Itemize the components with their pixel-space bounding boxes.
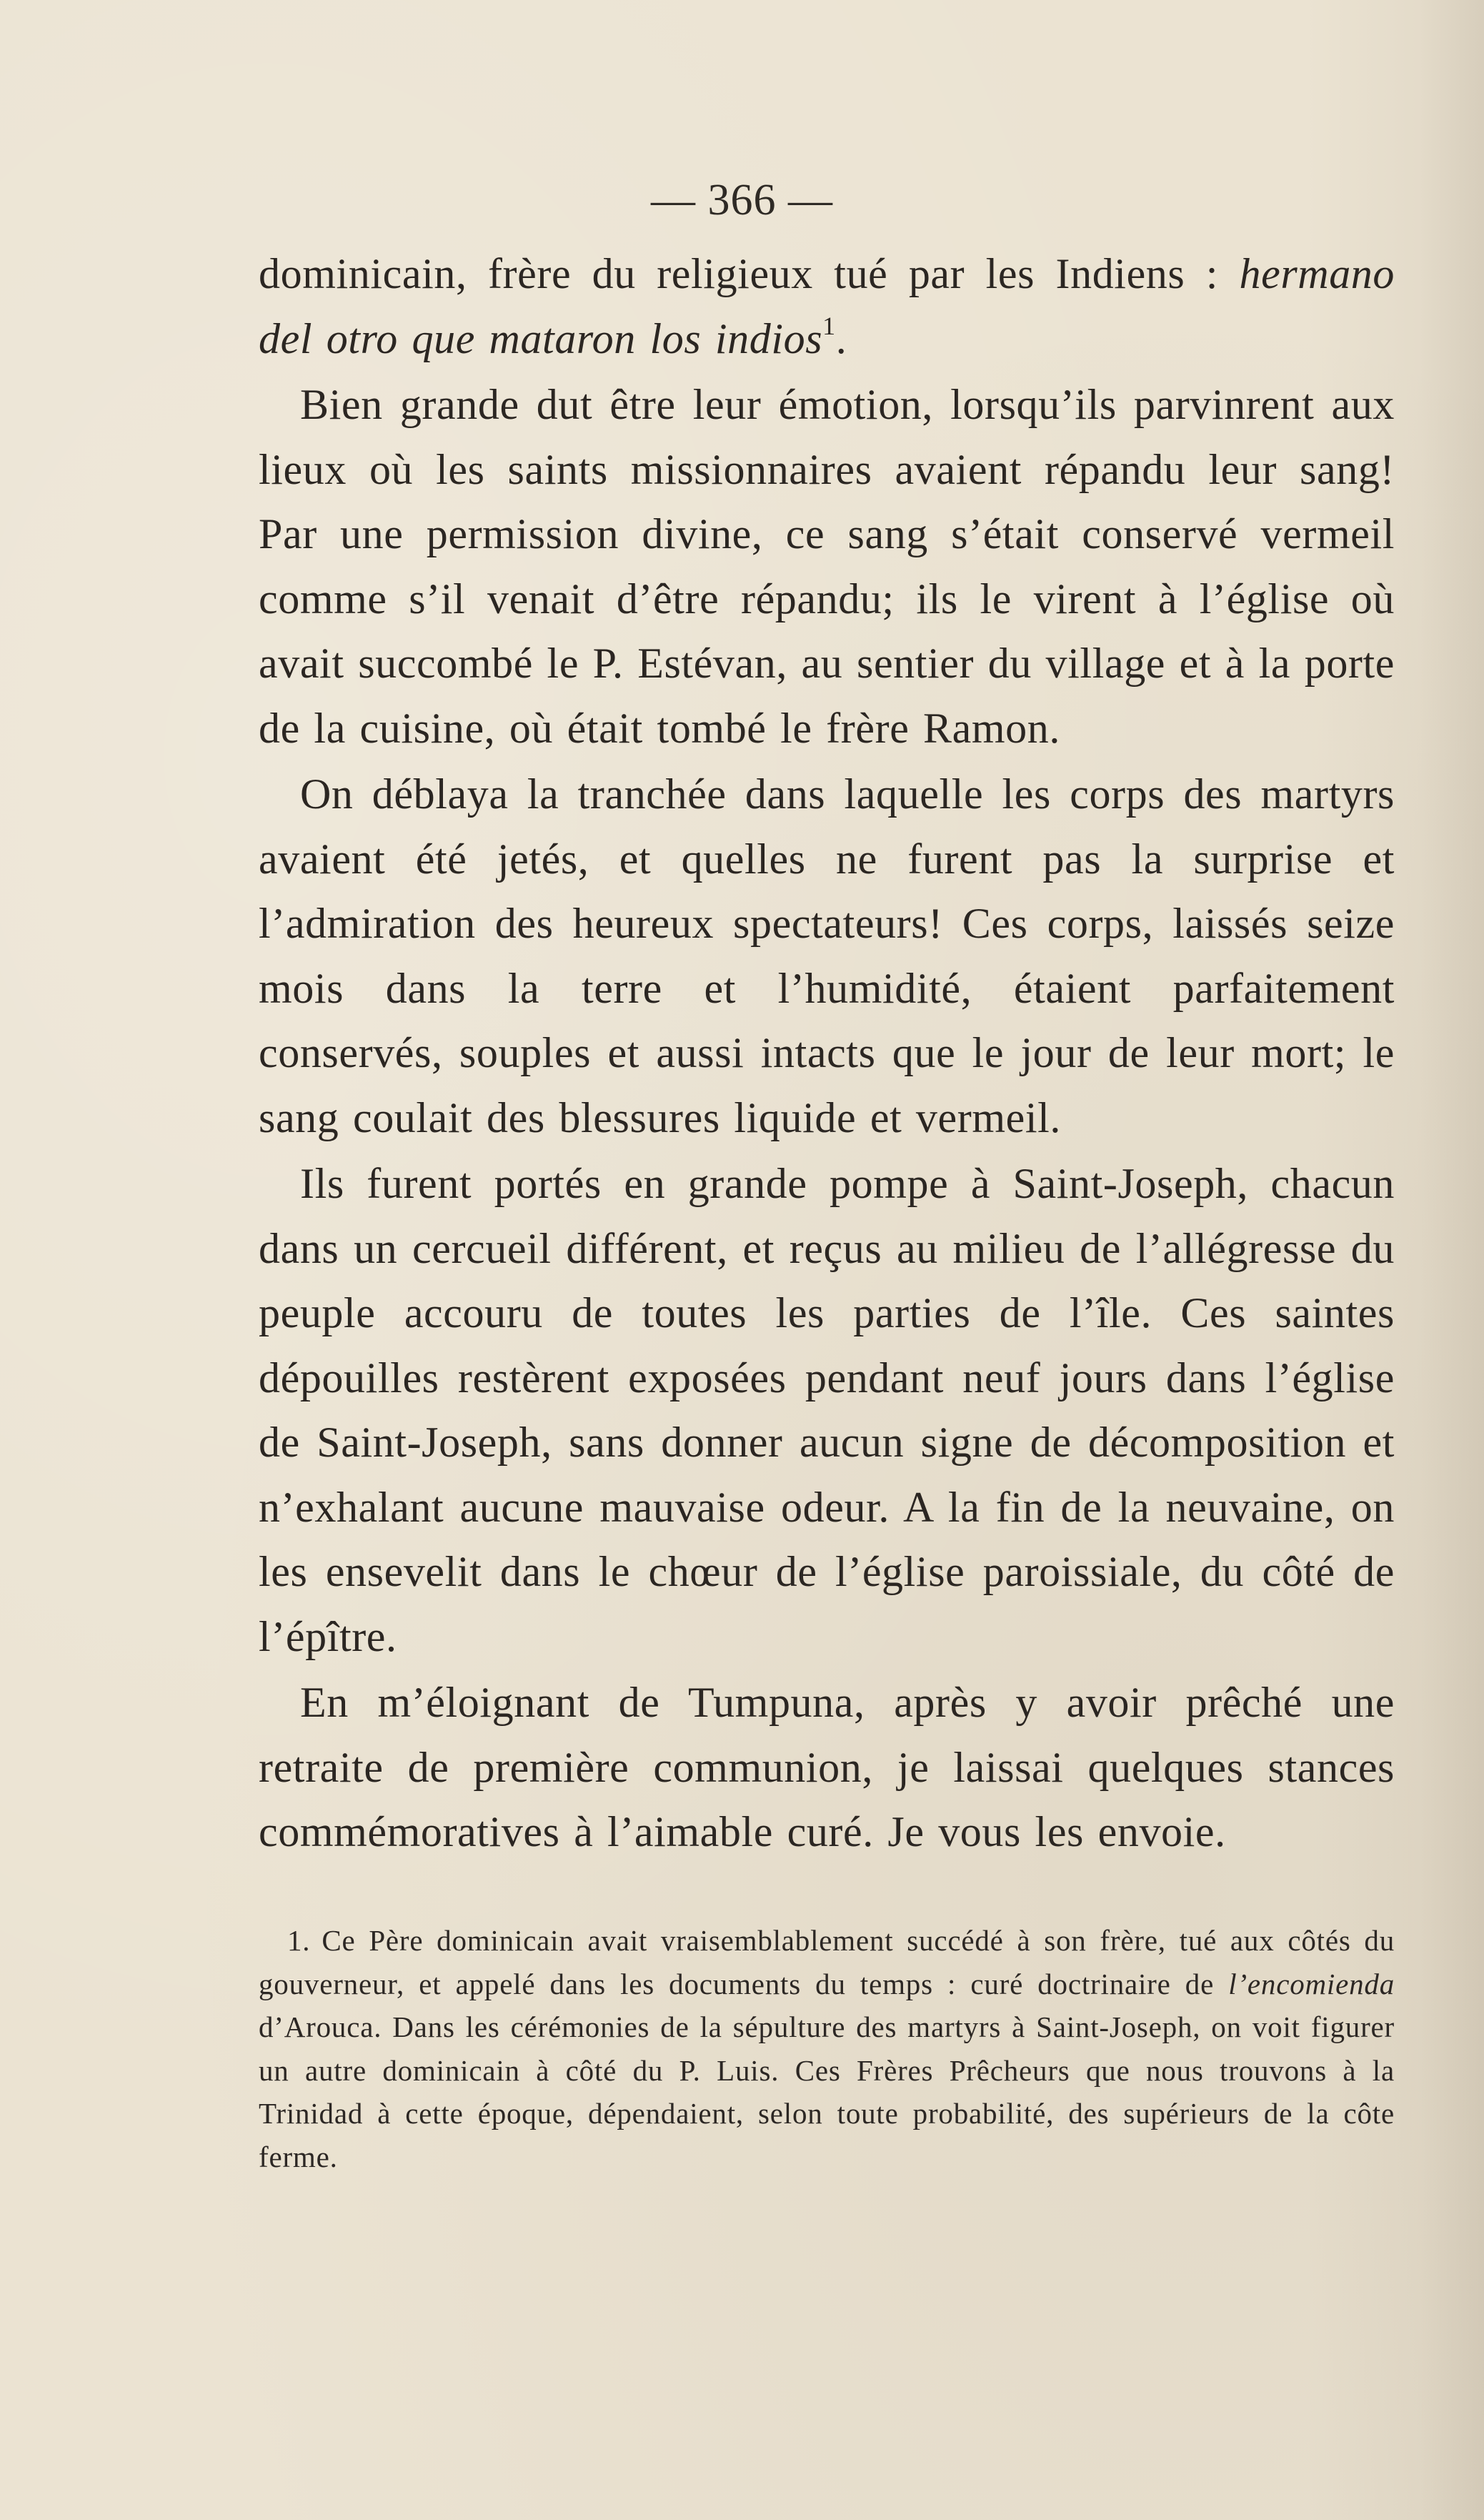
page-edge-shadow: [1420, 0, 1484, 2520]
footnotes: [259, 1919, 1395, 2178]
paragraph-1-end: .: [835, 314, 847, 362]
main-text: [259, 242, 1395, 1865]
footnote-1-italic: l’encomienda: [1228, 1967, 1395, 2000]
footnote-reference[interactable]: 1: [822, 311, 836, 340]
paragraph-1-text: dominicain, frère du religieux tué par les Indiens :: [259, 250, 1240, 297]
paragraph-2: Bien grande dut être leur émotion, lorsqu’ils parvinrent aux lieux où les saints missionnaires avaient répandu leur sang! Par une permission divine, ce sang s’était conservé vermeil comme s’il venait d’être répandu; ils le virent à l’église où avait succombé le P. Estévan, au sentier du village et à la porte de la cuisine, où était tombé le frère Ramon.: [259, 381, 1395, 752]
footnote-1-number: 1.: [287, 1924, 311, 1957]
paragraph-4: Ils furent portés en grande pompe à Saint-Joseph, chacun dans un cercueil différent, et reçus au milieu de l’allégresse du peuple accouru de toutes les parties de l’île. Ces saintes dépouilles restèrent exposées pendant neuf jours dans l’église de Saint-Joseph, sans donner aucun signe de décomposition et n’exhalant aucune mauvaise odeur. A la fin de la neuvaine, on les ensevelit dans le chœur de l’église paroissiale, du côté de l’épître.: [259, 1160, 1395, 1660]
paragraph-5: En m’éloignant de Tumpuna, après y avoir prêché une retraite de première communion, je laissai quelques stances commémoratives à l’aimable curé. Je vous les envoie.: [259, 1679, 1395, 1855]
paragraph-3: On déblaya la tranchée dans laquelle les corps des martyrs avaient été jetés, et quelles ne furent pas la surprise et l’admiration des heureux spectateurs! Ces corps, laissés seize mois dans la terre et l’humidité, étaient parfaitement conservés, souples et aussi intacts que le jour de leur mort; le sang coulait des blessures liquide et vermeil.: [259, 770, 1395, 1141]
spanish-quote: hermano del otro que mataron los indios: [259, 250, 1395, 362]
paragraph-1: [259, 242, 1395, 371]
footnote-1-text-b: d’Arouca. Dans les cérémonies de la sépulture des martyrs à Saint-Joseph, on voit figurer un autre dominicain à côté du P. Luis. Ces Frères Prêcheurs que nous trouvons à la Trinidad à cette époque, dépendaient, selon toute probabilité, des supérieurs de la côte ferme.: [259, 2010, 1395, 2173]
footnote-1: [259, 1919, 1395, 2178]
footnote-1-text-a: Ce Père dominicain avait vraisemblablement succédé à son frère, tué aux côtés du gouverneur, et appelé dans les documents du temps : curé doctrinaire de: [259, 1924, 1395, 2000]
page-number: — 366 —: [651, 176, 833, 224]
